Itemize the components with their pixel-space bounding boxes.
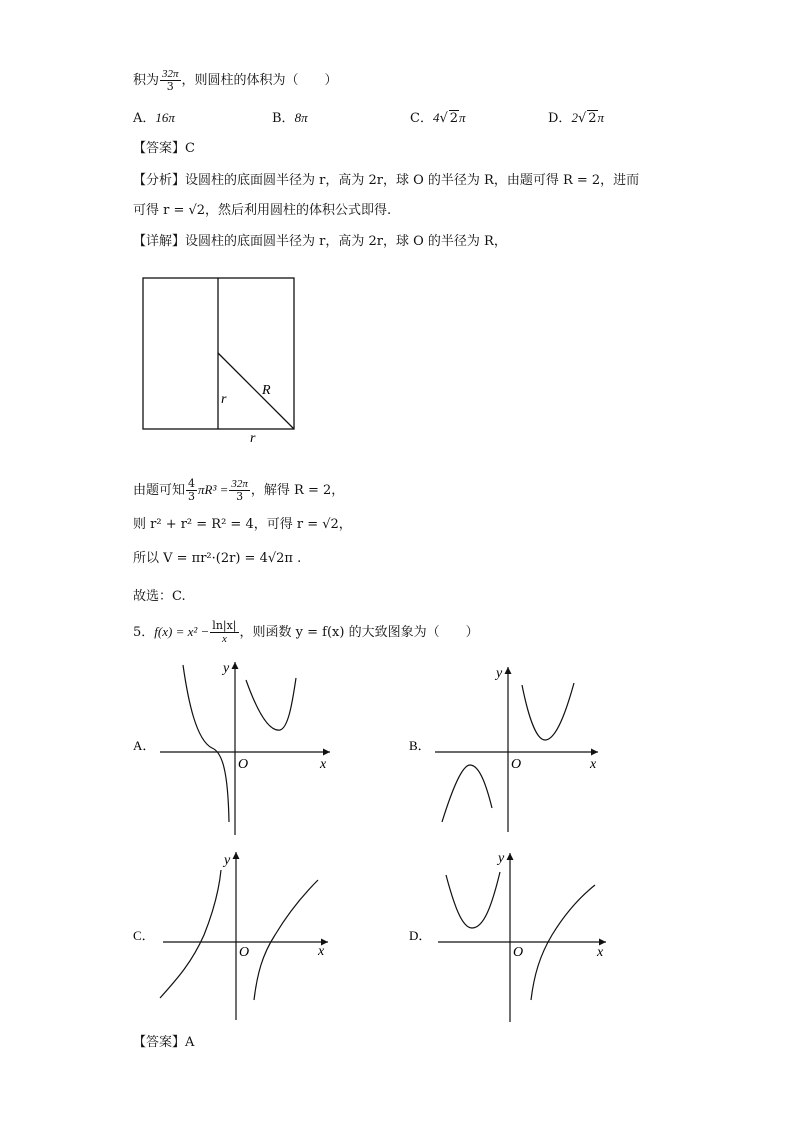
curve-b-left bbox=[442, 765, 492, 822]
q4-analysis-line2: 可得 r = √2，然后利用圆柱的体积公式即得. bbox=[133, 203, 392, 218]
origin-c: O bbox=[239, 945, 250, 960]
letter-a: A． bbox=[133, 738, 156, 753]
curve-d-left bbox=[446, 872, 500, 928]
curve-a-right bbox=[246, 678, 296, 730]
option-c: C．4√ 2π bbox=[410, 110, 466, 126]
stem-fraction: $\frac{32\pi}{3}$ bbox=[162, 68, 179, 93]
q4-step3: 所以 V = πr²·(2r) = 4√2π . bbox=[133, 551, 302, 566]
curve-c-left bbox=[160, 870, 221, 998]
graph-b[interactable] bbox=[409, 666, 598, 832]
q4-step2: 则 r² + r² = R² = 4，可得 r = √2， bbox=[133, 517, 352, 532]
axis-y-b: y bbox=[496, 666, 503, 681]
q4-stem: 积为 $\frac{32\pi}{3}$ ，则圆柱的体积为（ ） bbox=[133, 68, 338, 93]
graph-d[interactable] bbox=[409, 851, 606, 1022]
graph-a[interactable] bbox=[133, 661, 330, 835]
q4-detail-line1: 【详解】设圆柱的底面圆半径为 r，高为 2r，球 O 的半径为 R， bbox=[133, 234, 507, 249]
axis-x-a: x bbox=[320, 757, 327, 772]
q4-conclusion: 故选：C. bbox=[133, 589, 186, 604]
axis-y-d: y bbox=[498, 851, 505, 866]
label-r-vertical: r bbox=[221, 392, 227, 407]
q5-stem: 5．f(x) = x² − $\frac{\ln|x|}{x}$ ，则函数 y = f(x) 的大致图象为（ ） bbox=[133, 619, 479, 645]
q4-answer: 【答案】C bbox=[133, 141, 195, 156]
axis-x-b: x bbox=[590, 757, 597, 772]
curve-a-left bbox=[183, 665, 229, 822]
axis-x-d: x bbox=[597, 945, 604, 960]
q4-step1: 由题可知 $\frac{4}{3}$ πR³ = $\frac{32\pi}{3}$ ，解得 R = 2， bbox=[133, 477, 345, 503]
axis-y-c: y bbox=[224, 853, 231, 868]
curve-b-right bbox=[522, 683, 574, 740]
origin-d: O bbox=[513, 945, 524, 960]
q4-analysis-line1: 【分析】设圆柱的底面圆半径为 r，高为 2r，球 O 的半径为 R，由题可得 R = 2，进而 bbox=[133, 173, 640, 188]
origin-b: O bbox=[511, 757, 522, 772]
graph-c[interactable] bbox=[133, 852, 328, 1020]
letter-d: D． bbox=[409, 928, 432, 943]
curve-c-right bbox=[254, 880, 318, 1000]
letter-c: C． bbox=[133, 928, 155, 943]
label-r-bottom: r bbox=[250, 431, 256, 446]
letter-b: B． bbox=[409, 738, 431, 753]
option-d: D．2√ 2π bbox=[548, 110, 605, 126]
label-R: R bbox=[262, 383, 271, 398]
origin-a: O bbox=[238, 757, 249, 772]
option-b: B．8π bbox=[272, 110, 308, 126]
option-a: A．16π bbox=[133, 110, 175, 126]
q5-answer: 【答案】A bbox=[133, 1035, 195, 1050]
axis-x-c: x bbox=[318, 944, 325, 959]
axis-y-a: y bbox=[223, 661, 230, 676]
